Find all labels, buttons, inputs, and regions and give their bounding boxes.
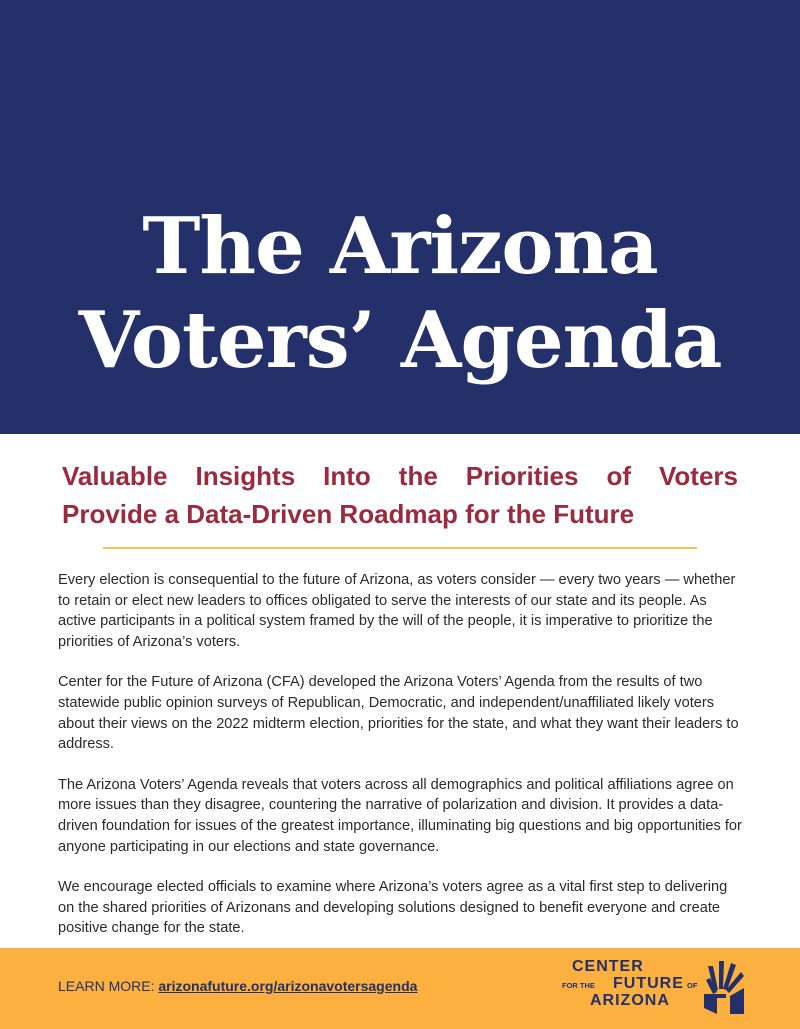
logo-of: OF — [687, 981, 698, 990]
paragraph-3: The Arizona Voters’ Agenda reveals that voters across all demographics and political affiliations agree on more issues than they disagree, countering the narrative of polarization and division. It provides a data-driven foundation for issues of the greatest importance, illuminating big questions and big opportunities for anyone participating in our elections and state governance. — [58, 776, 742, 855]
learn-more-link[interactable]: arizonafuture.org/arizonavotersagenda — [158, 978, 418, 994]
cfa-logo — [562, 956, 752, 1020]
arizona-sunburst-icon — [704, 958, 746, 1016]
divider — [103, 547, 697, 549]
subheading-line-2: Provide a Data-Driven Roadmap for the Future — [62, 499, 635, 529]
title-line-2: Voters’ Agenda — [78, 295, 722, 386]
subheading-line-1: Valuable Insights Into the Priorities of Voters — [62, 461, 738, 491]
paragraph-1: Every election is consequential to the future of Arizona, as voters consider — every two years — whether to retain or elect new leaders to offices obligated to serve the interests of our state and its people. As active participants in a political system framed by the will of the people, it is imperative to prioritize the priorities of Arizona’s voters. — [58, 572, 736, 650]
learn-more — [58, 978, 417, 994]
learn-more-label: LEARN MORE: — [58, 978, 155, 994]
body-text — [58, 570, 744, 959]
subheading — [62, 457, 738, 533]
logo-arizona: ARIZONA — [590, 992, 670, 1009]
logo-future: FUTURE — [613, 975, 684, 992]
paragraph-2: Center for the Future of Arizona (CFA) developed the Arizona Voters’ Agenda from the results of two statewide public opinion surveys of Republican, Democratic, and independent/unaffiliated likely voters about their views on the 2022 midterm election, priorities for the state, and what they want their leaders to address. — [58, 674, 739, 753]
paragraph-4: We encourage elected officials to examine where Arizona’s voters agree as a vital first step to delivering on the shared priorities of Arizonans and developing solutions designed to benefit everyone and create positive change for the state. — [58, 879, 728, 937]
page-title — [0, 200, 800, 388]
logo-for-the: FOR THE — [562, 981, 595, 990]
title-line-1: The Arizona — [142, 201, 658, 292]
logo-center: CENTER — [572, 958, 644, 975]
hero-banner — [0, 0, 800, 434]
